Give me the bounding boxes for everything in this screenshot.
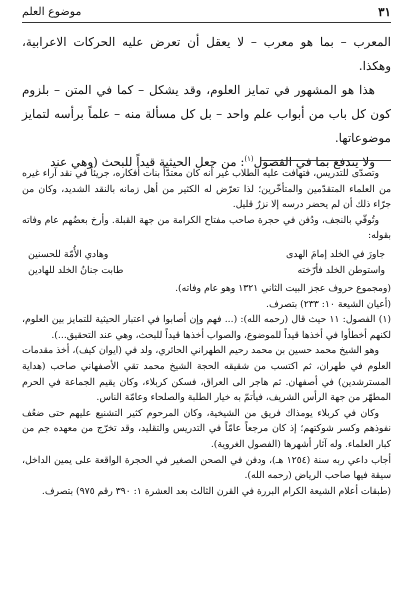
- main-text: [22, 30, 391, 174]
- footnote-reference[interactable]: (١): [244, 155, 254, 163]
- footnote-continuation-1: وتصدّى للتدريس، فتهافت عليه الطلاب غير أنه كان معتدّاً بنات أفكاره، جريئاً في نقد آراء غيره من العلماء المتقدّمين والمتأخّرين؛ لذا تعرّض له الكثير من أهل زمانه بالنقد الشديد، وكان من جرّاء ذلك أن لم يحضر درسه إلا نزرٌ قليل.: [22, 168, 391, 211]
- main-paragraph-3-end: : من جعل الحيثية قيداً للبحث (وهي عند: [50, 155, 245, 169]
- footnote-1: (١) الفصول: ١١ حيث قال (رحمه الله): (... فهم وإن أصابوا في اعتبار الحيثية للتمايز بين العلوم، لكنهم أخطأوا في أخذها قيداً للموضوع، والصواب أخذها قيداً للبحث، وهي عند التحقيق...).: [22, 314, 391, 341]
- footnote-source-1: (أعيان الشيعة ١٠: ٢٣٣) بتصرف.: [266, 298, 391, 310]
- footnotes: [22, 166, 391, 499]
- verse-line-1-second-hemistich: وهادي الأُمّة للحسنين: [28, 248, 109, 260]
- verse-line-1: [22, 247, 391, 263]
- footnote-1-biography-2: وكان في كربلاء يومذاك فريق من الشيخية، وكان المرحوم كثير التشنيع عليهم حتى ضعُف نفوذهم وكسر شوكتهم؛ إذ كان مرجعاً عامّاً في التدريس والتقليد، وقد تخرّج من معهده جم من كبار العلماء. وله آثار أشهرها (الفصول الغروية).: [22, 407, 391, 450]
- footnote-1-biography: وهو الشيخ محمد حسين بن محمد رحيم الطهراني الحائري، ولد في (ايوان كيف)، أخذ مقدمات العلوم في طهران، ثم اكتسب من شقيقه الحجة الشيخ محمد تقي الأصفهاني صاحب (هداية المسترشدين) في أصفهان. ثم هاجر الى العراق، فسكن كربلاء، وكان يقيم الجماعة في الحرم المطهّر من جهة الرأس الشريف، فيأتمّ به خيار الطلبة والصلحاء وعامّة الناس.: [22, 345, 391, 404]
- verse-line-2: [22, 263, 391, 279]
- verse-line-2-first-hemistich: واستوطن الخلد فأرّخته: [297, 264, 385, 276]
- verse-line-2-second-hemistich: طابت جنانُ الخلد للهادين: [28, 264, 124, 276]
- main-paragraph-2: هذا هو المشهور في تمايز العلوم، وقد يشكل – كما في المتن – بلزوم كون كل باب من أبواب علم واحد – بل كل مسألة منه – علماً برأسه لتمايز موضوعاتها.: [22, 83, 391, 145]
- page-header: [22, 4, 391, 23]
- main-paragraph-3-start: ولا يندفع بما في الفصول: [253, 155, 375, 169]
- page-number: ٣١: [378, 5, 391, 19]
- footnote-1-death: أجاب داعي ربه سنة (١٢٥٤ هـ)، ودفن في الصحن الصغير في الحجرة الواقعة على يمين الداخل، سيقة فيها صاحب الرياض (رحمه الله).: [22, 454, 391, 482]
- footnote-separator: [261, 160, 391, 161]
- verse-line-1-first-hemistich: جاورَ في الخلد إمامَ الهدى: [286, 248, 385, 260]
- footnote-source-2: (طبقات أعلام الشيعة الكرام البررة في القرن الثالث بعد العشرة ١: ٣٩٠ رقم ٩٧٥) بتصرف.: [41, 485, 391, 497]
- running-title: موضوع العلم: [22, 5, 82, 18]
- footnote-continuation-2: وتُوفّي بالنجف، ودُفن في حجرة صاحب مفتاح الكرامة من جهة القبلة. وأرخ بعضُهم عام وفاته بقوله:: [22, 214, 391, 242]
- poem-verse: [22, 247, 391, 279]
- main-paragraph-1: المعرب – بما هو معرب – لا يعقل أن تعرض عليه الحركات الاعرابية، وهكذا.: [22, 35, 391, 73]
- footnote-abjad-note: (ومجموع حروف عجز البيت الثاني ١٣٢١ وهو عام وفاته).: [175, 282, 391, 294]
